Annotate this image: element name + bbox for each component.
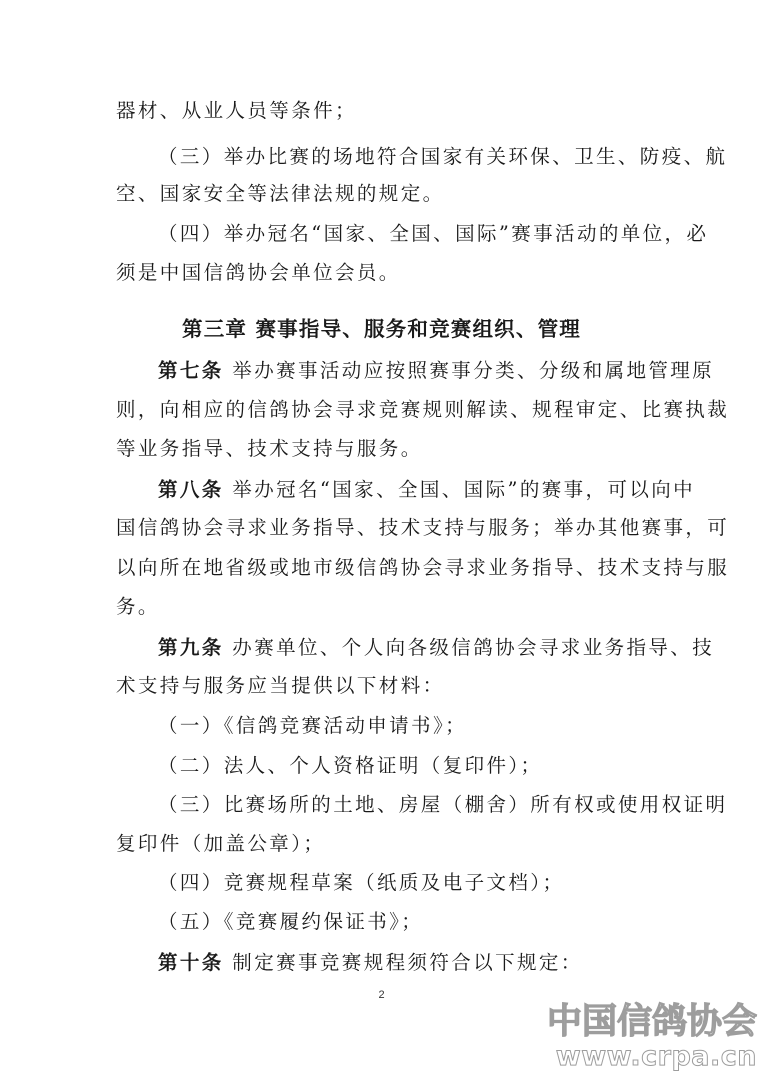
- watermark-name: 中国信鸽协会: [546, 1002, 757, 1042]
- text-line: 国信鸽协会寻求业务指导、技术支持与服务；举办其他赛事，可: [116, 516, 730, 539]
- list-item: （二）法人、个人资格证明（复印件）；: [158, 754, 543, 777]
- list-item: （三）比赛场所的土地、房屋（棚舍）所有权或使用权证明: [158, 793, 728, 816]
- text-line: 器材、从业人员等条件；: [116, 99, 357, 122]
- text-line: 复印件（加盖公章）；: [116, 832, 326, 855]
- text-line: 须是中国信鸽协会单位会员。: [116, 261, 401, 284]
- article-8-label: 第八条: [158, 478, 224, 501]
- article-10-line: [158, 951, 648, 975]
- text-line: 等业务指导、技术支持与服务。: [116, 437, 423, 460]
- text-line: 则，向相应的信鸽协会寻求竞赛规则解读、规程审定、比赛执裁: [116, 398, 730, 421]
- article-9-label: 第九条: [158, 636, 224, 659]
- list-item: （一）《信鸽竞赛活动申请书》；: [158, 714, 468, 737]
- text-line: （三）举办比赛的场地符合国家有关环保、卫生、防疫、航: [158, 145, 728, 168]
- watermark-url: www.crpa.cn: [555, 1041, 757, 1072]
- list-item: （五）《竞赛履约保证书》；: [158, 910, 424, 933]
- list-item: （四）竞赛规程草案（纸质及电子文档）；: [158, 871, 565, 894]
- article-7-text: 举办赛事活动应按照赛事分类、分级和属地管理原: [223, 359, 715, 382]
- chapter-title: 第三章 赛事指导、服务和竞赛组织、管理: [182, 317, 581, 341]
- text-line: 空、国家安全等法律法规的规定。: [116, 182, 445, 205]
- article-8-line: [158, 478, 696, 502]
- text-line: （四）举办冠名“国家、全国、国际”赛事活动的单位，必: [158, 222, 709, 245]
- page-number: 2: [378, 989, 385, 1001]
- watermark: [537, 1002, 757, 1072]
- article-8-text: 举办冠名“国家、全国、国际”的赛事，可以向中: [223, 478, 696, 501]
- text-line: 务。: [116, 595, 160, 618]
- text-line: 术支持与服务应当提供以下材料：: [116, 674, 445, 697]
- article-7-label: 第七条: [158, 359, 224, 382]
- article-10-label: 第十条: [158, 951, 224, 974]
- article-7-line: [158, 359, 715, 383]
- article-9-text: 办赛单位、个人向各级信鸽协会寻求业务指导、技: [223, 636, 715, 659]
- text-line: 以向所在地省级或地市级信鸽协会寻求业务指导、技术支持与服: [116, 556, 730, 579]
- article-10-text: 制定赛事竞赛规程须符合以下规定：: [223, 951, 583, 974]
- article-9-line: [158, 636, 715, 660]
